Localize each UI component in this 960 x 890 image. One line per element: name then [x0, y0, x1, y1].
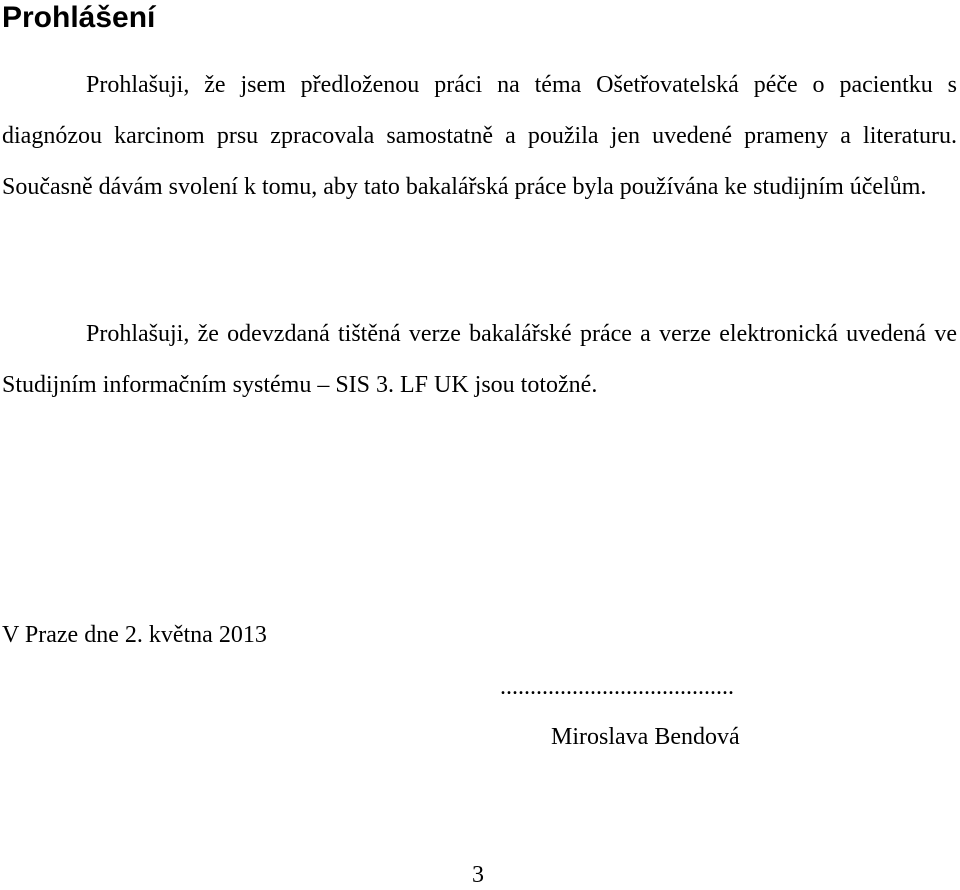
declaration-paragraph-identical-versions: Prohlašuji, že odevzdaná tištěná verze bakalářské práce a verze elektronická uvedená ve Studijním informačním systému – SIS 3. LF UK jsou totožné. — [2, 321, 957, 398]
signature-name: Miroslava Bendová — [551, 724, 740, 750]
signature-line: ....................................... — [500, 674, 734, 700]
page-number: 3 — [472, 862, 484, 888]
place-and-date: V Praze dne 2. května 2013 — [2, 622, 267, 648]
declaration-paragraph-authorship: Prohlašuji, že jsem předloženou práci na téma Ošetřovatelská péče o pacientku s diagnózou karcinom prsu zpracovala samostatně a použila jen uvedené prameny a literaturu. Současně dávám svolení k tomu, aby tato bakalářská práce byla používána ke studijním účelům. — [2, 72, 957, 200]
page-title: Prohlášení — [2, 1, 156, 34]
